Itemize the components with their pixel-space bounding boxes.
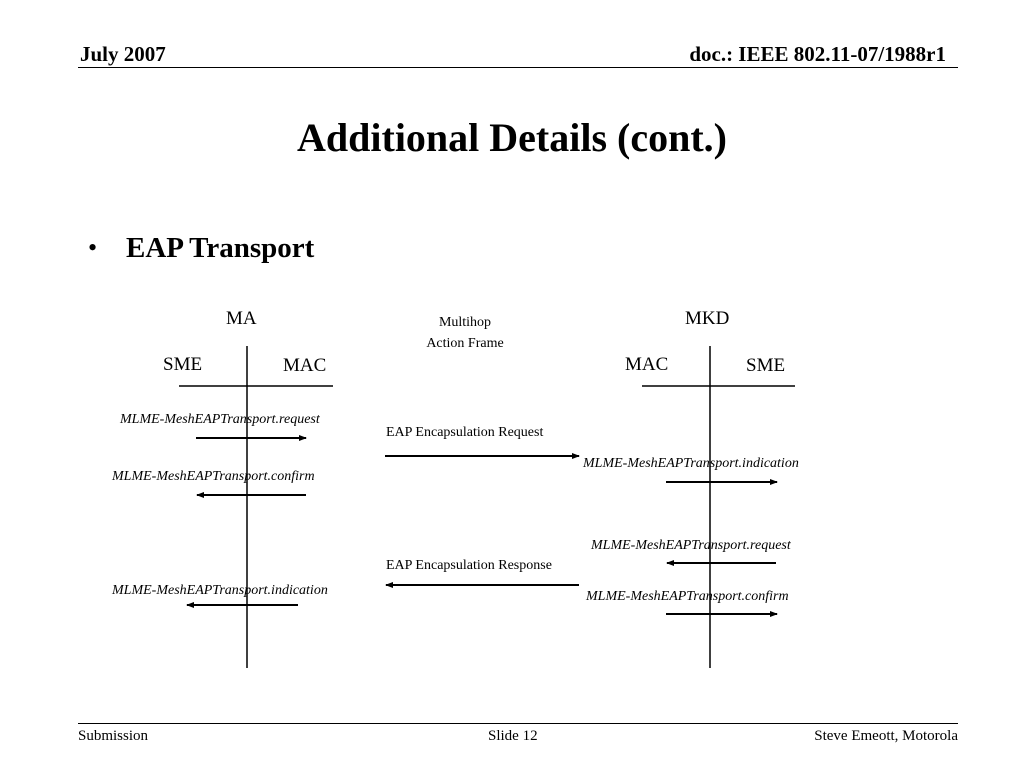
mkd-request-label: MLME-MeshEAPTransport.request [591,538,791,553]
header-date: July 2007 [80,42,166,66]
footer-slide-number: Slide 12 [488,728,538,744]
footer-rule [78,723,958,724]
ma-request-label: MLME-MeshEAPTransport.request [120,412,320,427]
ma-sme-label: SME [163,354,203,375]
channel-caption-line1: Multihop [438,315,492,330]
bullet-marker: • [88,233,98,262]
bullet-text: EAP Transport [126,232,315,264]
eap-request-label: EAP Encapsulation Request [386,425,544,440]
mkd-mac-label: MAC [625,354,669,375]
channel-caption-line2: Action Frame [426,336,504,351]
mkd-sme-label: SME [746,355,786,376]
header-doc-id: doc.: IEEE 802.11-07/1988r1 [689,42,946,66]
eap-response-label: EAP Encapsulation Response [386,558,552,573]
ma-confirm-label: MLME-MeshEAPTransport.confirm [112,469,315,484]
mkd-confirm-label: MLME-MeshEAPTransport.confirm [586,589,789,604]
ma-indication-label: MLME-MeshEAPTransport.indication [112,583,328,598]
ma-mac-label: MAC [283,355,327,376]
footer-submission: Submission [78,728,149,744]
footer-author: Steve Emeott, Motorola [814,728,958,744]
ma-label: MA [226,308,257,329]
mkd-indication-label: MLME-MeshEAPTransport.indication [583,456,799,471]
mkd-label: MKD [685,308,730,329]
slide-title: Additional Details (cont.) [297,115,727,160]
